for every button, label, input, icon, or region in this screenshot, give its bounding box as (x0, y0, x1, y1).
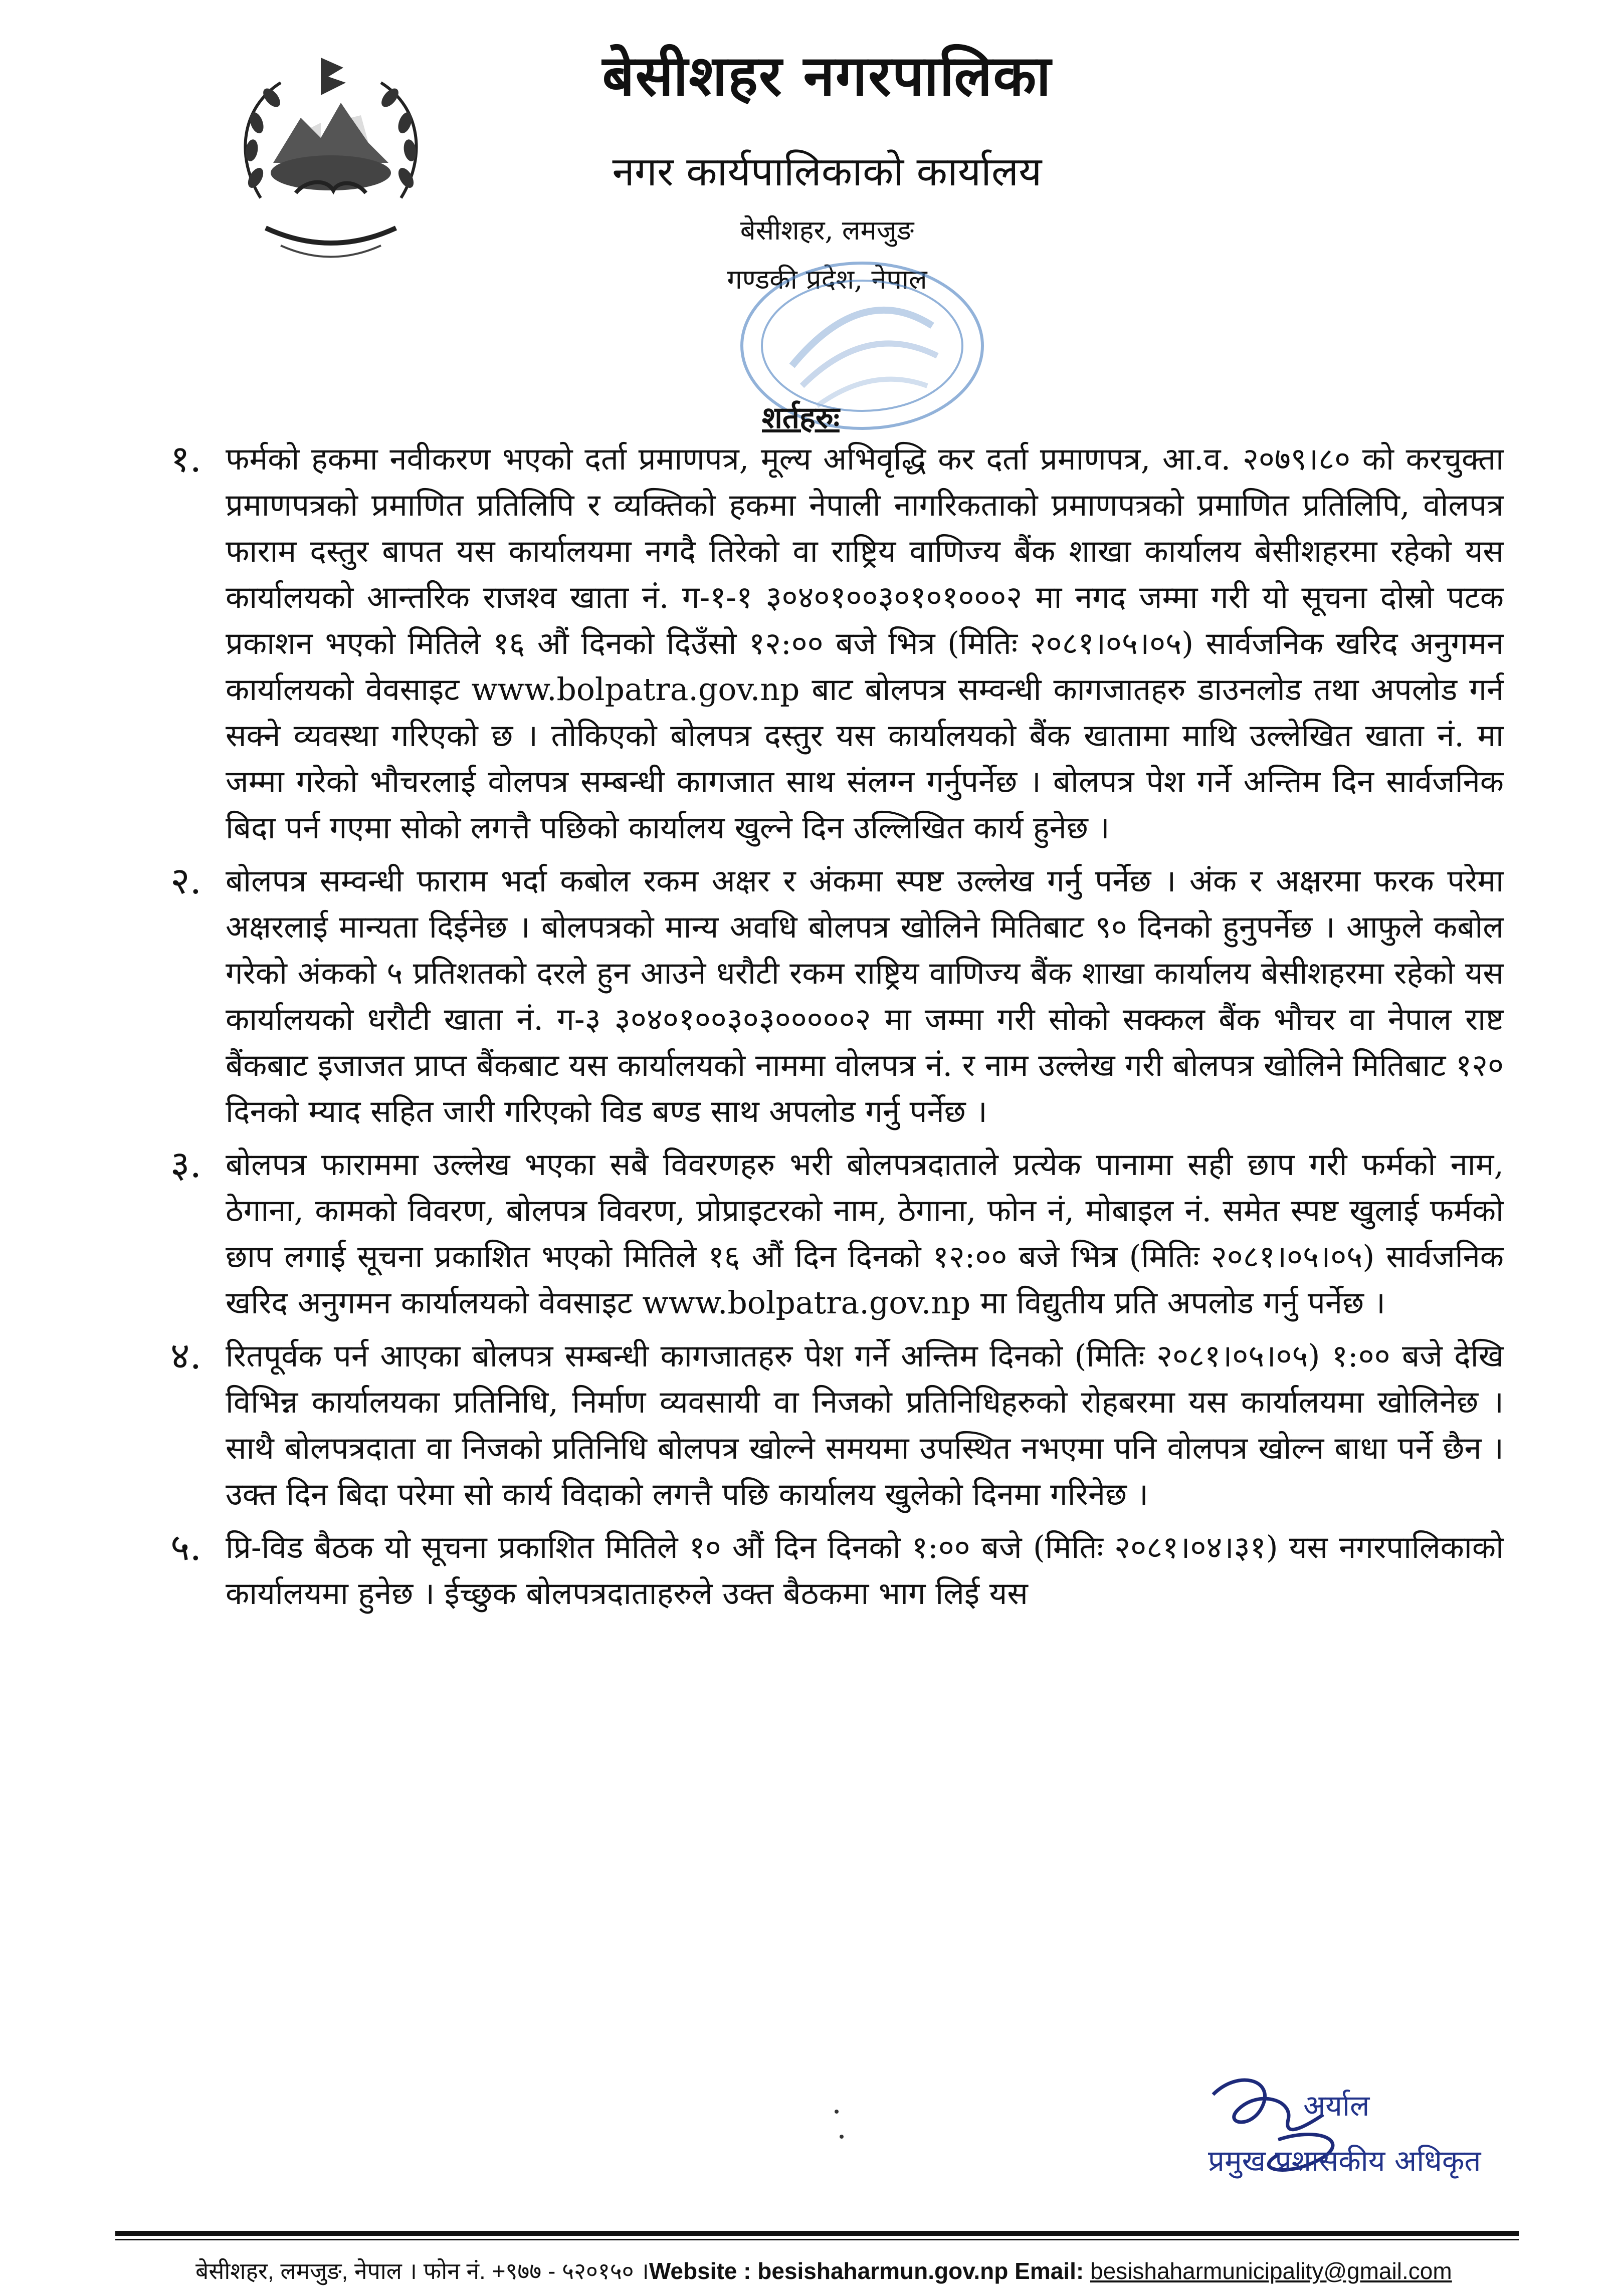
term-item (170, 1333, 1504, 1517)
terms-heading: शर्तहरुः (762, 400, 840, 435)
email-label: Email: (1015, 2258, 1084, 2284)
nepal-government-emblem-icon (226, 48, 436, 278)
footer-divider-thin (115, 2239, 1519, 2240)
term-number: ३. (170, 1143, 202, 1186)
footer (195, 2255, 1549, 2286)
term-number: ५. (170, 1526, 202, 1569)
ink-speck (840, 2135, 844, 2139)
term-text: बोलपत्र फाराममा उल्लेख भएका सबै विवरणहरु भरी बोलपत्रदाताले प्रत्येक पानामा सही छाप गरी फर्मको नाम, ठेगाना, कामको विवरण, बोलपत्र विवरण, प्रोप्राइटरको नाम, ठेगाना, फोन नं, मोबाइल नं. समेत स्पष्ट खुलाई फर्मको छाप लगाई सूचना प्रकाशित भएको मितिले १६ औं दिन दिनको १२:०० बजे भित्र (मितिः २०८१।०५।०५) सार्वजनिक खरिद अनुगमन कार्यालयको वेवसाइट www.bolpatra.gov.np मा विद्युतीय प्रति अपलोड गर्नु पर्नेछ । (226, 1146, 1504, 1321)
term-number: १. (170, 437, 202, 481)
term-text: प्रि-विड बैठक यो सूचना प्रकाशित मितिले १० औं दिन दिनको १:०० बजे (मितिः २०८१।०४।३१) यस नगरपालिकाको कार्यालयमा हुनेछ । ईच्छुक बोलपत्रदाताहरुले उक्त बैठकमा भाग लिई यस (226, 1529, 1504, 1612)
municipality-title: बेसीशहर नगरपालिका (602, 43, 1052, 109)
term-number: २. (170, 859, 202, 902)
ink-speck (835, 2110, 839, 2114)
signature-block (1193, 2064, 1594, 2225)
footer-address: बेसीशहर, लमजुङ, नेपाल । फोन नं. +९७७ - ५२०१५० । (195, 2258, 649, 2284)
term-number: ४. (170, 1334, 202, 1377)
signatory-title: प्रमुख प्रशासकीय अधिकृत (1208, 2144, 1481, 2178)
footer-divider-thick (115, 2231, 1519, 2236)
term-item (170, 436, 1504, 851)
website-link[interactable]: besishaharmun.gov.np (757, 2258, 1009, 2284)
address-line-1: बेसीशहर, लमजुङ (740, 214, 914, 246)
terms-list (170, 436, 1504, 1624)
website-label: Website : (649, 2258, 751, 2284)
email-link[interactable]: besishaharmunicipality@gmail.com (1090, 2258, 1452, 2284)
signatory-name: अर्याल (1303, 2089, 1370, 2123)
term-text: बोलपत्र सम्वन्धी फाराम भर्दा कबोल रकम अक्षर र अंकमा स्पष्ट उल्लेख गर्नु पर्नेछ । अंक र अक्षरमा फरक परेमा अक्षरलाई मान्यता दिईनेछ । बोलपत्रको मान्य अवधि बोलपत्र खोलिने मितिबाट ९० दिनको हुनुपर्नेछ । आफुले कबोल गरेको अंकको ५ प्रतिशतको दरले हुन आउने धरौटी रकम राष्ट्रिय वाणिज्य बैंक शाखा कार्यालय बेसीशहरमा रहेको यस कार्यालयको धरौटी खाता नं. ग-३ ३०४०१००३०३०००००२ मा जम्मा गरी सोको सक्कल बैंक भौचर वा नेपाल राष्ट बैंकबाट इजाजत प्राप्त बैंकबाट यस कार्यालयको नाममा वोलपत्र नं. र नाम उल्लेख गरी बोलपत्र खोलिने मितिबाट १२० दिनको म्याद सहित जारी गरिएको विड बण्ड साथ अपलोड गर्नु पर्नेछ । (226, 863, 1504, 1129)
term-item (170, 1524, 1504, 1617)
term-text: फर्मको हकमा नवीकरण भएको दर्ता प्रमाणपत्र, मूल्य अभिवृद्धि कर दर्ता प्रमाणपत्र, आ.व. २०७९।८० को करचुक्ता प्रमाणपत्रको प्रमाणित प्रतिलिपि र व्यक्तिको हकमा नेपाली नागरिकताको प्रमाणपत्रको प्रमाणित प्रतिलिपि, वोलपत्र फाराम दस्तुर बापत यस कार्यालयमा नगदै तिरेको वा राष्ट्रिय वाणिज्य बैंक शाखा कार्यालय बेसीशहरमा रहेको यस कार्यालयको आन्तरिक राजश्व खाता नं. ग-१-१ ३०४०१००३०१०१०००२ मा नगद जम्मा गरी यो सूचना दोस्रो पटक प्रकाशन भएको मितिले १६ औं दिनको दिउँसो १२:०० बजे भित्र (मितिः २०८१।०५।०५) सार्वजनिक खरिद अनुगमन कार्यालयको वेवसाइट www.bolpatra.gov.np बाट बोलपत्र सम्वन्धी कागजातहरु डाउनलोड तथा अपलोड गर्न सक्ने व्यवस्था गरिएको छ । तोकिएको बोलपत्र दस्तुर यस कार्यालयको बैंक खातामा माथि उल्लेखित खाता नं. मा जम्मा गरेको भौचरलाई वोलपत्र सम्बन्धी कागजात साथ संलग्न गर्नुपर्नेछ । बोलपत्र पेश गर्ने अन्तिम दिन सार्वजनिक बिदा पर्न गएमा सोको लगत्तै पछिको कार्यालय खुल्ने दिन उल्लिखित कार्य हुनेछ । (226, 441, 1504, 846)
term-text: रितपूर्वक पर्न आएका बोलपत्र सम्बन्धी कागजातहरु पेश गर्ने अन्तिम दिनको (मितिः २०८१।०५।०५) १:०० बजे देखि विभिन्न कार्यालयका प्रतिनिधि, निर्माण व्यवसायी वा निजको प्रतिनिधिहरुको रोहबरमा यस कार्यालयमा खोलिनेछ । साथै बोलपत्रदाता वा निजको प्रतिनिधि बोलपत्र खोल्ने समयमा उपस्थित नभएमा पनि वोलपत्र खोल्न बाधा पर्ने छैन । उक्त दिन बिदा परेमा सो कार्य विदाको लगत्तै पछि कार्यालय खुलेको दिनमा गरिनेछ । (226, 1338, 1504, 1512)
address-line-2: गण्डकी प्रदेश, नेपाल (727, 264, 927, 295)
term-item (170, 1141, 1504, 1326)
term-item (170, 858, 1504, 1134)
office-subtitle: नगर कार्यपालिकाको कार्यालय (612, 148, 1042, 195)
